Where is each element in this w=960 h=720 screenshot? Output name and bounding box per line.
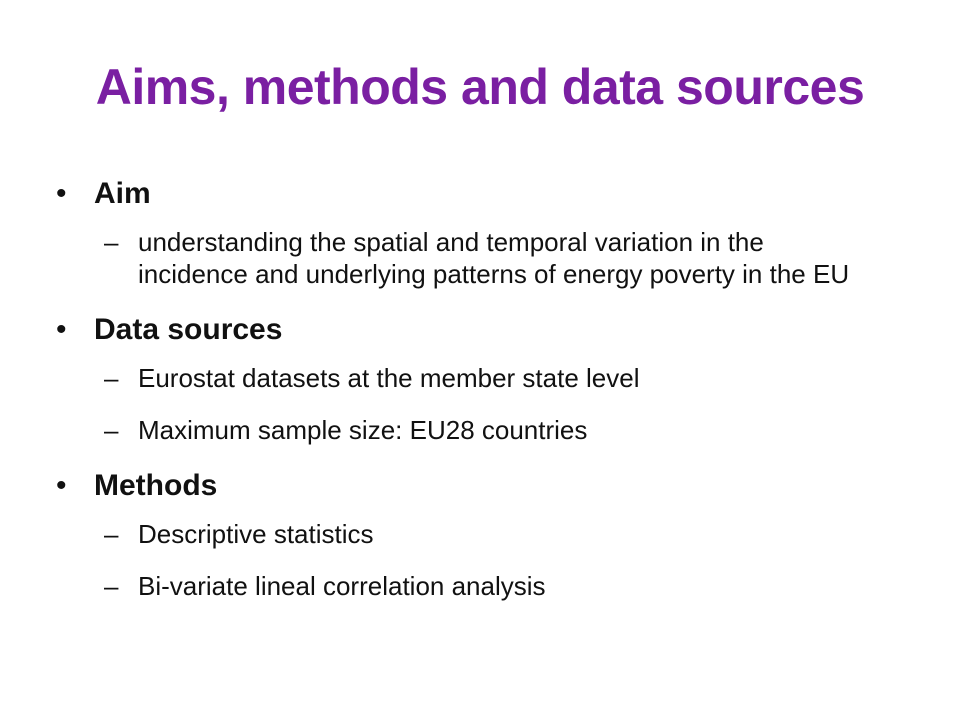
dash-icon: –: [104, 571, 119, 601]
heading-aim: Aim: [94, 177, 151, 210]
slide-title: Aims, methods and data sources: [95, 59, 865, 115]
section-data-sources: [56, 308, 916, 446]
dash-icon: –: [104, 415, 119, 445]
sub-item-text: Eurostat datasets at the member state level: [138, 363, 640, 393]
heading-methods: Methods: [94, 469, 218, 502]
sub-item-methods-2: [104, 570, 916, 602]
section-aim: [56, 172, 916, 290]
sub-item-data-1: [104, 362, 916, 394]
bullet-data-sources: [56, 308, 916, 354]
dash-icon: –: [104, 227, 119, 257]
heading-data-sources: Data sources: [94, 313, 283, 346]
bullet-aim: [56, 172, 916, 218]
dash-icon: –: [104, 363, 119, 393]
slide-content: [56, 172, 916, 602]
sub-item-text: Maximum sample size: EU28 countries: [138, 415, 588, 445]
bullet-dot-icon: •: [56, 469, 67, 502]
bullet-methods: [56, 464, 916, 510]
sub-item-text: Bi-variate lineal correlation analysis: [138, 571, 546, 601]
bullet-dot-icon: •: [56, 177, 67, 210]
sub-item-text: Descriptive statistics: [138, 519, 374, 549]
bullet-dot-icon: •: [56, 313, 67, 346]
sub-item-methods-1: [104, 518, 916, 550]
sub-item-text: understanding the spatial and temporal variation in the incidence and underlying patterns of energy poverty in the EU: [138, 227, 850, 289]
section-methods: [56, 464, 916, 602]
sub-item-aim-1: [104, 226, 916, 290]
sub-item-data-2: [104, 414, 916, 446]
dash-icon: –: [104, 519, 119, 549]
